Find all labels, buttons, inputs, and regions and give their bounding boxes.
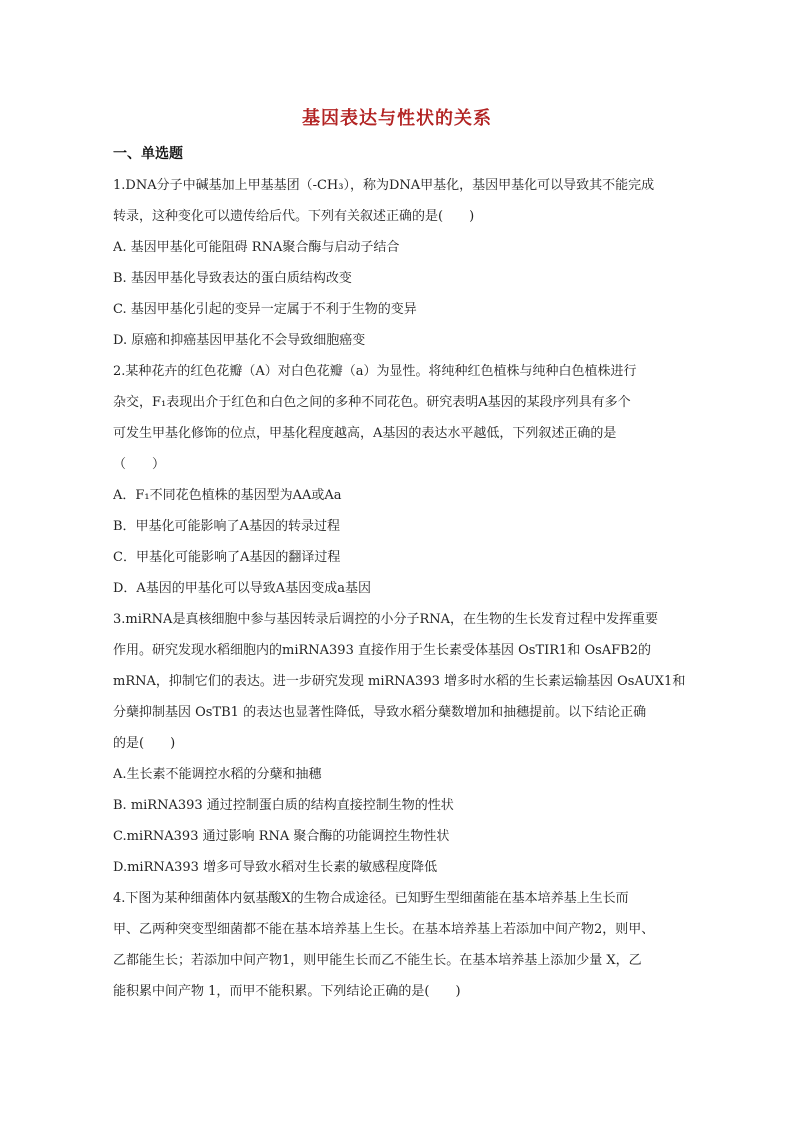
question-3-stem-line: 的是( )	[113, 736, 176, 751]
question-1-option-b: B. 基因甲基化导致表达的蛋白质结构改变	[113, 271, 352, 286]
question-3-stem-line: 作用。研究发现水稻细胞内的miRNA393 直接作用于生长素受体基因 OsTIR1和 OsAFB2的	[113, 643, 652, 658]
question-1-option-d: D. 原癌和抑癌基因甲基化不会导致细胞癌变	[113, 333, 366, 348]
question-content	[113, 170, 685, 1007]
question-2-option-c: C．甲基化可能影响了A基因的翻译过程	[113, 550, 341, 565]
question-1-option-c: C. 基因甲基化引起的变异一定属于不利于生物的变异	[113, 302, 417, 317]
question-4-stem-line: 乙都能生长；若添加中间产物1，则甲能生长而乙不能生长。在基本培养基上添加少量 X，乙	[113, 953, 642, 968]
question-2-option-b: B．甲基化可能影响了A基因的转录过程	[113, 519, 340, 534]
question-1-option-a: A. 基因甲基化可能阻碍 RNA聚合酶与启动子结合	[113, 240, 400, 255]
section-heading: 一、单选题	[113, 146, 183, 162]
question-4-stem-line: 4.下图为某种细菌体内氨基酸X的生物合成途径。已知野生型细菌能在基本培养基上生长而	[113, 891, 629, 906]
question-2-option-d: D．A基因的甲基化可以导致A基因变成a基因	[113, 581, 371, 596]
question-2-stem-line: 可发生甲基化修饰的位点，甲基化程度越高，A基因的表达水平越低，下列叙述正确的是	[113, 426, 617, 441]
question-3-option-a: A.生长素不能调控水稻的分蘖和抽穗	[113, 767, 322, 782]
question-2-option-a: A．F₁不同花色植株的基因型为AA或Aa	[113, 488, 342, 503]
question-1-stem-line: 转录，这种变化可以遗传给后代。下列有关叙述正确的是( )	[113, 209, 475, 224]
question-3-option-d: D.miRNA393 增多可导致水稻对生长素的敏感程度降低	[113, 860, 438, 875]
question-3-option-c: C.miRNA393 通过影响 RNA 聚合酶的功能调控生物性状	[113, 829, 450, 844]
question-2-stem-line: （ ）	[113, 457, 166, 472]
question-1-stem-line: 1.DNA分子中碱基加上甲基基团（-CH₃），称为DNA甲基化，基因甲基化可以导致其不能完成	[113, 178, 655, 193]
page-title: 基因表达与性状的关系	[302, 108, 492, 129]
question-3-stem-line: 3.miRNA是真核细胞中参与基因转录后调控的小分子RNA，在生物的生长发育过程中发挥重要	[113, 612, 658, 627]
question-2-stem-line: 2.某种花卉的红色花瓣（A）对白色花瓣（a）为显性。将纯种红色植株与纯种白色植株进行	[113, 364, 637, 379]
question-3-option-b: B. miRNA393 通过控制蛋白质的结构直接控制生物的性状	[113, 798, 454, 813]
question-3-stem-line: mRNA，抑制它们的表达。进一步研究发现 miRNA393 增多时水稻的生长素运输基因 OsAUX1和	[113, 674, 685, 689]
question-2-stem-line: 杂交，F₁表现出介于红色和白色之间的多种不同花色。研究表明A基因的某段序列具有多个	[113, 395, 631, 410]
question-3-stem-line: 分蘖抑制基因 OsTB1 的表达也显著性降低，导致水稻分蘖数增加和抽穗提前。以下结论正确	[113, 705, 647, 720]
question-4-stem-line: 能积累中间产物 1，而甲不能积累。下列结论正确的是( )	[113, 984, 461, 999]
question-4-stem-line: 甲、乙两种突变型细菌都不能在基本培养基上生长。在基本培养基上若添加中间产物2，则甲、	[113, 922, 655, 937]
